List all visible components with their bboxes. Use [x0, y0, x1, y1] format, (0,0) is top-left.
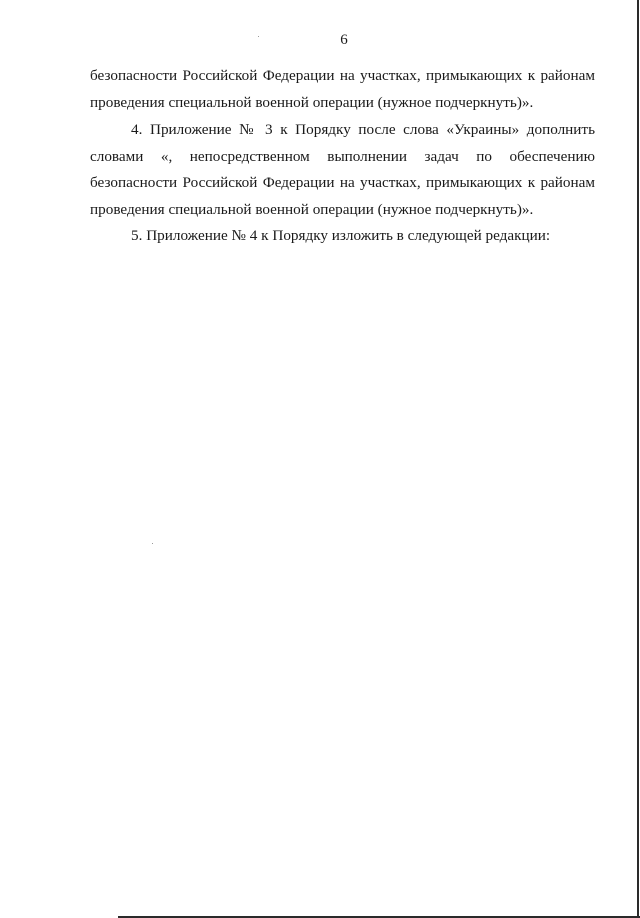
page-number: 6 [340, 32, 348, 48]
paragraph-1-line-2: проведения специальной военной операции (нужное подчеркнуть)». [90, 94, 534, 111]
scan-edge-right [637, 0, 639, 918]
paragraph-2-line-3: безопасности Российской Федерации на участках, примыкающих к районам [90, 174, 595, 191]
paragraph-1-line-1: безопасности Российской Федерации на участках, примыкающих к районам [90, 67, 595, 84]
scan-speck [152, 543, 153, 544]
paragraph-3-line-1: 5. Приложение № 4 к Порядку изложить в следующей редакции: [131, 227, 551, 244]
paragraph-2-line-4: проведения специальной военной операции (нужное подчеркнуть)». [90, 201, 534, 218]
paragraph-2-line-2: словами «, непосредственном выполнении задач по обеспечению [90, 148, 595, 165]
paragraph-2-line-1: 4. Приложение № 3 к Порядку после слова «Украины» дополнить [131, 121, 595, 138]
